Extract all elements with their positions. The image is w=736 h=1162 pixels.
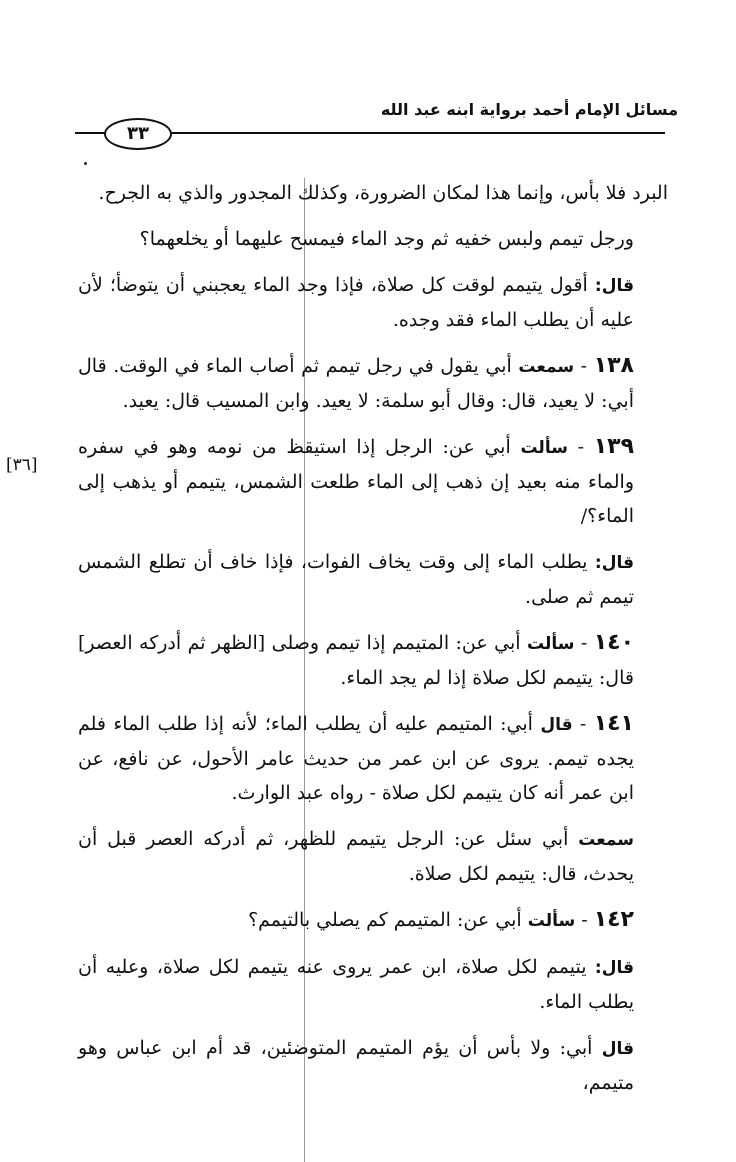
scan-speck [84, 162, 87, 165]
paragraph-text: أبي عن: الرجل إذا استيقظ من نومه وهو في سفره والماء منه بعيد إن ذهب إلى الماء طلعت الشمس، يتيمم أو يذهب إلى الماء؟/ [78, 436, 634, 527]
paragraph-text: ورجل تيمم ولبس خفيه ثم وجد الماء فيمسح عليهما أو يخلعهما؟ [139, 228, 634, 250]
paragraph-label: قال: [594, 553, 634, 573]
paragraph-answer [78, 950, 668, 1019]
paragraph-label: قال [601, 1039, 634, 1059]
paragraph-continuation [78, 176, 668, 210]
issue-number: ١٤٢ [593, 907, 634, 932]
paragraph-text: أقول يتيمم لوقت كل صلاة، فإذا وجد الماء يعجبني أن يتوضأ؛ لأن عليه أن يطلب الماء فقد وجده. [78, 274, 634, 331]
issue-number: ١٤٠ [593, 630, 635, 655]
issue-139: ١٣٩ - سألت أبي عن: الرجل إذا استيقظ من نومه وهو في سفره والماء منه بعيد إن ذهب إلى الماء طلعت الشمس، يتيمم أو يذهب إلى الماء؟/ [78, 434, 635, 527]
page-number: ٣٣ [104, 118, 172, 150]
paragraph-label: قال [540, 715, 573, 735]
body-text [78, 176, 668, 1112]
issue-140: ١٤٠ - سألت أبي عن: المتيمم إذا تيمم وصلى [الظهر ثم أدركه العصر] قال: يتيمم لكل صلاة إذا لم يجد الماء. [78, 630, 635, 689]
paragraph-text: يتيمم لكل صلاة، ابن عمر يروى عنه يتيمم لكل صلاة، وعليه أن يطلب الماء. [78, 956, 634, 1013]
paragraph-text: البرد فلا بأس، وإنما هذا لمكان الضرورة، وكذلك المجدور والذي به الجرح. [98, 182, 668, 204]
margin-reference: [٣٦] [6, 455, 38, 475]
issue-141: ١٤١ - قال أبي: المتيمم عليه أن يطلب الماء؛ لأنه إذا طلب الماء فلم يجده تيمم. يروى عن ابن عمر من حديث عامر الأحول، عن نافع، عن ابن عمر أنه كان يتيمم لكل صلاة - رواه عبد الوارث. [78, 711, 634, 804]
paragraph-question [78, 222, 668, 256]
paragraph-answer [78, 1031, 668, 1100]
issue-number: ١٣٩ [593, 434, 635, 459]
paragraph-text: أبي عن: المتيمم كم يصلي بالتيمم؟ [248, 909, 522, 931]
paragraph-answer [78, 268, 668, 337]
paragraph-text: أبي عن: المتيمم إذا تيمم وصلى [الظهر ثم أدركه العصر] قال: يتيمم لكل صلاة إذا لم يجد الماء. [78, 632, 634, 689]
paragraph-label: سألت [520, 438, 568, 458]
paragraph-text: أبي: المتيمم عليه أن يطلب الماء؛ لأنه إذا طلب الماء فلم يجده تيمم. يروى عن ابن عمر من حديث عامر الأحول، عن نافع، عن ابن عمر أنه كان يتيمم لكل صلاة - رواه عبد الوارث. [78, 713, 634, 804]
paragraph-label: سألت [526, 634, 575, 654]
issue-number: ١٣٨ [593, 353, 634, 378]
paragraph-text: أبي سئل عن: الرجل يتيمم للظهر، ثم أدركه العصر قبل أن يحدث، قال: يتيمم لكل صلاة. [78, 828, 634, 885]
paragraph-text: يطلب الماء إلى وقت يخاف الفوات، فإذا خاف أن تطلع الشمس تيمم ثم صلى. [78, 551, 634, 608]
issue-142: ١٤٢ - سألت أبي عن: المتيمم كم يصلي بالتيمم؟ [248, 907, 634, 932]
paragraph-label: قال: [594, 958, 634, 978]
issue-number: ١٤١ [593, 711, 634, 736]
paragraph-label: سمعت [578, 830, 634, 850]
issue-138: ١٣٨ - سمعت أبي يقول في رجل تيمم ثم أصاب الماء في الوقت. قال أبي: لا يعيد، قال: وقال أبو سلمة: لا يعيد. وابن المسيب قال: يعيد. [78, 353, 634, 412]
paragraph-label: سألت [527, 911, 576, 931]
running-header-title: مسائل الإمام أحمد برواية ابنه عبد الله [380, 100, 678, 119]
paragraph-answer [78, 545, 668, 614]
paragraph-label: قال: [594, 276, 634, 296]
paragraph-text: أبي يقول في رجل تيمم ثم أصاب الماء في الوقت. قال أبي: لا يعيد، قال: وقال أبو سلمة: لا يعيد. وابن المسيب قال: يعيد. [78, 355, 634, 412]
paragraph-narration [78, 822, 668, 891]
paragraph-text: أبي: ولا بأس أن يؤم المتيمم المتوضئين، قد أم ابن عباس وهو متيمم، [78, 1037, 634, 1094]
paragraph-label: سمعت [518, 357, 575, 377]
